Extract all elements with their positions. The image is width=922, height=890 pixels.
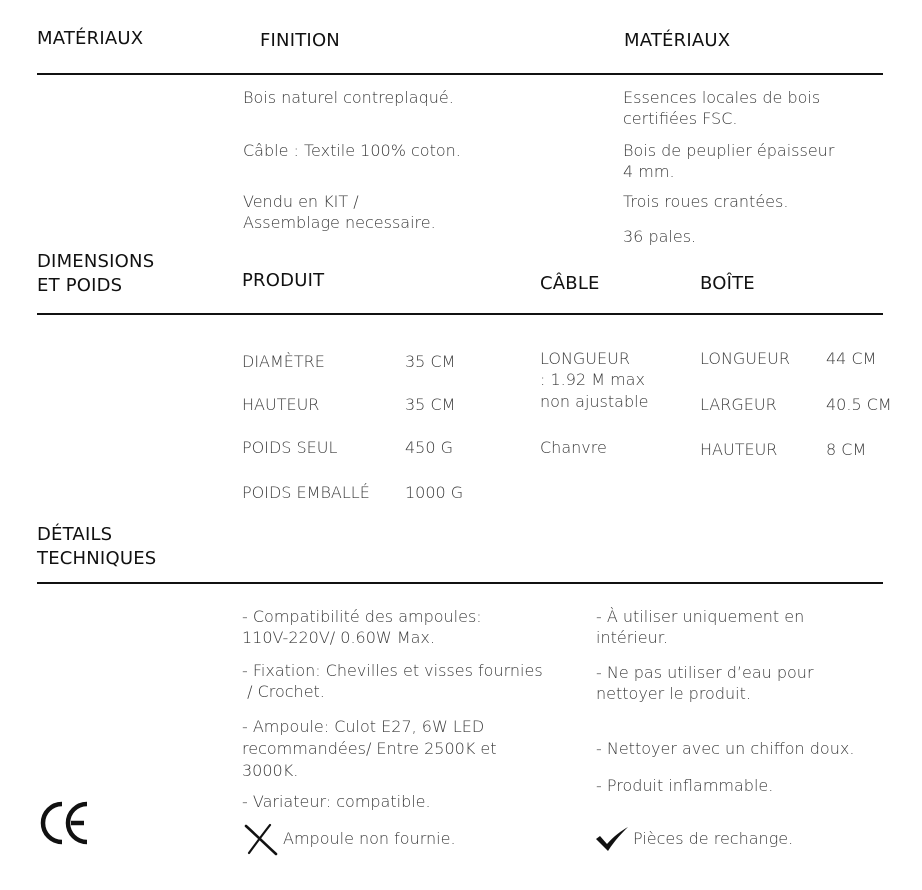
materiaux-item-4: 36 pales.	[623, 227, 697, 246]
ce-mark-icon	[38, 800, 90, 846]
col-header-finition: FINITION	[260, 30, 340, 51]
detail-ampoule-non-fournie: Ampoule non fournie.	[283, 829, 456, 848]
detail-eau-line1: - Ne pas utiliser d’eau pour	[596, 663, 814, 682]
materiaux-item-2-line1: Bois de peuplier épaisseur	[623, 141, 835, 160]
produit-label: POIDS EMBALLÉ	[242, 483, 370, 502]
produit-label: DIAMÈTRE	[242, 352, 325, 371]
detail-pieces-rechange: Pièces de rechange.	[633, 829, 794, 848]
cable-length-line3: non ajustable	[540, 392, 649, 411]
materiaux-item-2-line2: 4 mm.	[623, 162, 675, 181]
detail-ampoule-line2: recommandées/ Entre 2500K et	[242, 739, 497, 758]
materiaux-item-1-line1: Essences locales de bois	[623, 88, 821, 107]
col-header-materiaux: MATÉRIAUX	[624, 30, 731, 51]
section-title-dimensions-1: DIMENSIONS	[37, 251, 155, 272]
detail-inflammable: - Produit inflammable.	[596, 776, 774, 795]
col-header-produit: PRODUIT	[242, 270, 325, 291]
detail-interieur-line1: - À utiliser uniquement en	[596, 607, 805, 626]
detail-chiffon: - Nettoyer avec un chiffon doux.	[596, 739, 855, 758]
boite-label: HAUTEUR	[700, 440, 778, 459]
cable-length-line2: : 1.92 M max	[540, 370, 645, 389]
detail-ampoule-line1: - Ampoule: Culot E27, 6W LED	[242, 717, 485, 736]
col-header-boite: BOÎTE	[700, 273, 755, 294]
detail-fixation-line1: - Fixation: Chevilles et visses fournies	[242, 661, 543, 680]
produit-value: 35 CM	[405, 395, 456, 414]
detail-ampoule-line3: 3000K.	[242, 761, 299, 780]
section-title-dimensions-2: ET POIDS	[37, 275, 123, 296]
detail-ampoules-line2: 110V-220V/ 0.60W Max.	[242, 628, 435, 647]
finition-item-3-line1: Vendu en KIT /	[243, 192, 359, 211]
section-title-materiaux: MATÉRIAUX	[37, 28, 144, 49]
check-icon	[594, 826, 630, 852]
section-title-details-2: TECHNIQUES	[37, 548, 157, 569]
produit-value: 450 G	[405, 438, 454, 457]
divider-materiaux	[37, 73, 883, 75]
produit-value: 35 CM	[405, 352, 456, 371]
boite-value: 44 CM	[826, 349, 877, 368]
cross-icon	[243, 822, 279, 856]
produit-value: 1000 G	[405, 483, 464, 502]
materiaux-item-1-line2: certifiées FSC.	[623, 109, 738, 128]
boite-value: 40.5 CM	[826, 395, 892, 414]
boite-value: 8 CM	[826, 440, 867, 459]
materiaux-item-3: Trois roues crantées.	[623, 192, 789, 211]
boite-label: LONGUEUR	[700, 349, 790, 368]
produit-label: HAUTEUR	[242, 395, 320, 414]
detail-eau-line2: nettoyer le produit.	[596, 684, 751, 703]
detail-variateur: - Variateur: compatible.	[242, 792, 431, 811]
col-header-cable: CÂBLE	[540, 273, 600, 294]
detail-ampoules-line1: - Compatibilité des ampoules:	[242, 607, 482, 626]
divider-details	[37, 582, 883, 584]
detail-interieur-line2: intérieur.	[596, 628, 668, 647]
produit-label: POIDS SEUL	[242, 438, 338, 457]
finition-item-1: Bois naturel contreplaqué.	[243, 88, 454, 107]
boite-label: LARGEUR	[700, 395, 777, 414]
divider-dimensions	[37, 313, 883, 315]
finition-item-3-line2: Assemblage necessaire.	[243, 213, 436, 232]
detail-fixation-line2: / Crochet.	[242, 682, 325, 701]
finition-item-2: Câble : Textile 100% coton.	[243, 141, 461, 160]
section-title-details-1: DÉTAILS	[37, 524, 113, 545]
cable-length-line1: LONGUEUR	[540, 349, 630, 368]
cable-material: Chanvre	[540, 438, 607, 457]
